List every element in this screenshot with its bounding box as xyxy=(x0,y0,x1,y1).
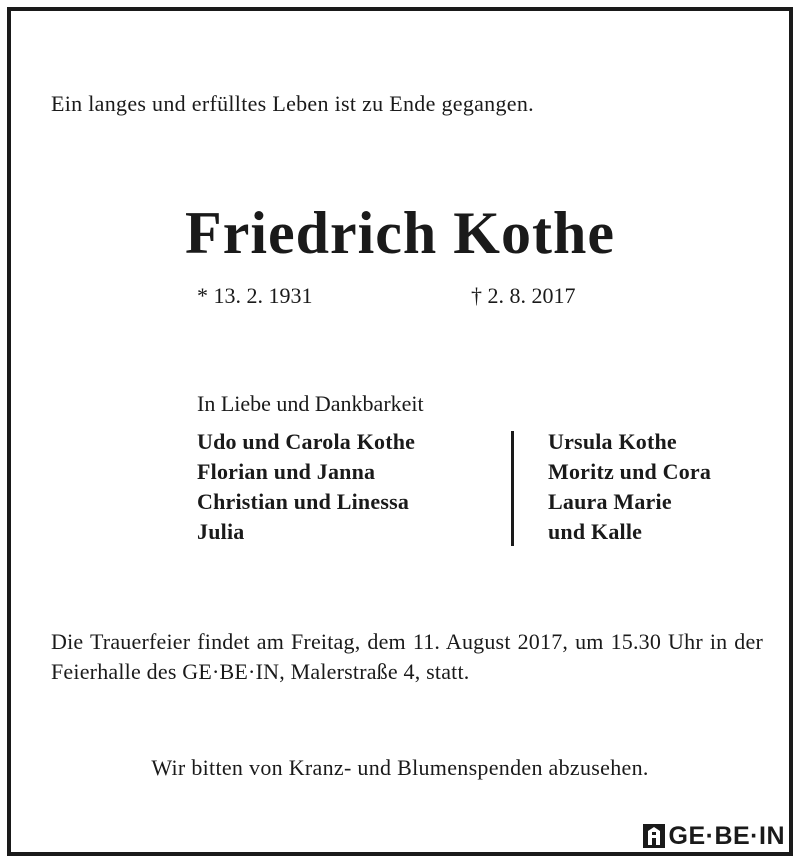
mourner-name: Laura Marie xyxy=(548,489,672,514)
intro-text: Ein langes und erfülltes Leben ist zu Ende gegangen. xyxy=(51,91,534,116)
mourner-name: Moritz und Cora xyxy=(548,459,712,484)
gebein-logo-icon xyxy=(643,824,665,848)
mourner-name: Ursula Kothe xyxy=(548,429,677,454)
gebein-logo xyxy=(639,822,788,850)
ceremony-info: Die Trauerfeier findet am Freitag, dem 11. August 2017, um 15.30 Uhr in der Feierhalle des GE·BE·IN, Malerstraße 4, statt. xyxy=(51,629,763,684)
column-divider xyxy=(511,431,514,546)
donation-request: Wir bitten von Kranz- und Blumenspenden abzusehen. xyxy=(151,755,649,780)
mourners-right-column xyxy=(548,427,711,547)
mourner-name: Julia xyxy=(197,519,245,544)
mourners-left-column xyxy=(197,427,415,547)
mourner-name: Florian und Janna xyxy=(197,459,376,484)
birth-date: * 13. 2. 1931 xyxy=(197,283,313,308)
death-date: † 2. 8. 2017 xyxy=(471,283,576,308)
mourner-name: und Kalle xyxy=(548,519,643,544)
deceased-name: Friedrich Kothe xyxy=(185,200,615,266)
logo-text: GE·BE·IN xyxy=(668,821,785,850)
mourner-name: Udo und Carola Kothe xyxy=(197,429,416,454)
mourner-name: Christian und Linessa xyxy=(197,489,410,514)
mourners-heading: In Liebe und Dankbarkeit xyxy=(197,391,424,416)
obituary-notice xyxy=(7,7,793,856)
